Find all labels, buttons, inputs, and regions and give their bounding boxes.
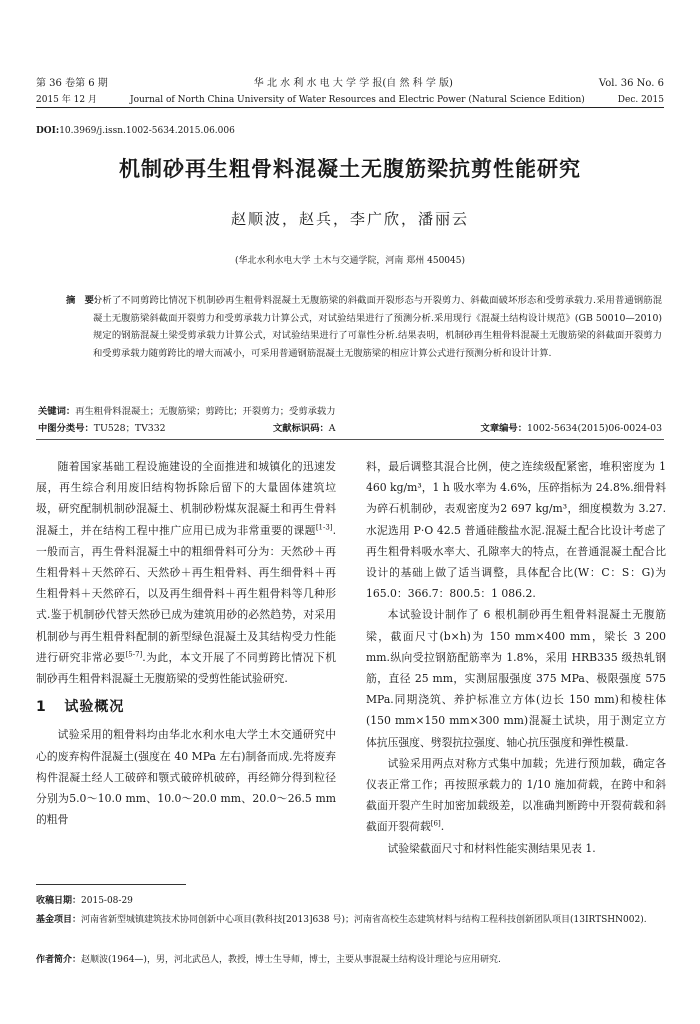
- received-value: 2015-08-29: [81, 896, 133, 906]
- loading-text-end: .: [440, 820, 445, 834]
- section-number: 1: [36, 699, 47, 716]
- doi-label: DOI:: [36, 126, 60, 136]
- intro-text-b: .一般而言，再生骨料混凝土中的粗细骨料可分为：天然砂＋再生粗骨料＋天然碎石、天然砂＋再生粗骨料、再生细骨料＋再生粗骨料＋天然碎石，以及再生细骨料＋再生粗骨料等几种形式.鉴于机制砂代替天然砂已成为建筑用砂的必然趋势，对采用机制砂与再生粗骨料配制的新型绿色混凝土及其结构受力性能进行研究非常必要: [36, 523, 336, 664]
- author-bio-value: 赵顺波(1964—)，男，河北武邑人，教授，博士生导师，博士，主要从事混凝土结构设计理论与应用研究.: [81, 955, 501, 965]
- journal-name-en: Journal of North China University of Water Resources and Electric Power (Natural Science Edition): [129, 95, 585, 105]
- table-ref-paragraph: 试验梁截面尺寸和材料性能实测结果见表 1.: [387, 841, 596, 855]
- footnote-rule: [36, 884, 186, 885]
- intro-text-c: .为此，本文开展了不同剪跨比情况下机制砂再生粗骨料混凝土无腹筋梁的受剪性能试验研究.: [36, 650, 336, 686]
- clc-value: TU528；TV332: [93, 423, 166, 434]
- authors: 赵顺波，赵兵，李广欣，潘丽云: [230, 210, 469, 228]
- author-bio-label: 作者简介：: [36, 955, 82, 965]
- classification-line: [38, 420, 662, 434]
- section-separator: [36, 439, 664, 440]
- abstract-label: 摘 要：: [66, 295, 104, 306]
- fund-info: [36, 912, 664, 929]
- section-heading: [36, 697, 336, 718]
- right-column: [366, 456, 666, 859]
- received-label: 收稿日期：: [36, 896, 82, 906]
- citation-1-3: [1-3]: [315, 523, 333, 532]
- journal-name-cn: 华 北 水 利 水 电 大 学 学 报(自 然 科 学 版): [253, 78, 453, 89]
- doi-value: 10.3969/j.issn.1002-5634.2015.06.006: [59, 126, 235, 136]
- paper-title: 机制砂再生粗骨料混凝土无腹筋梁抗剪性能研究: [119, 157, 581, 181]
- volume-en: Vol. 36 No. 6: [598, 78, 664, 89]
- intro-paragraph: [36, 456, 336, 689]
- left-column: [36, 456, 336, 830]
- loading-paragraph: [366, 753, 666, 838]
- affiliation: (华北水利水电大学 土木与交通学院，河南 郑州 450045): [235, 256, 465, 266]
- citation-6: [6]: [430, 819, 441, 828]
- fund-value: 河南省新型城镇建筑技术协同创新中心项目(教科技[2013]638 号)；河南省高校生态建筑材料与结构工程科技创新团队项目(13IRTSHN002).: [81, 915, 647, 925]
- abstract-text: 分析了不同剪跨比情况下机制砂再生粗骨料混凝土无腹筋梁的斜截面开裂形态与开裂剪力、斜截面破坏形态和受剪承载力.采用普通钢筋混凝土无腹筋梁斜截面开裂剪力和受剪承载力计算公式，对试验结果进行了预测分析.采用现行《混凝土结构设计规范》(GB 50010—2010)规定的钢筋混凝土梁受剪承载力计算公式，对试验结果进行了可靠性分析.结果表明，机制砂再生粗骨料混凝土无腹筋梁的斜截面开裂剪力和受剪承载力随剪跨比的增大而减小，可采用普通钢筋混凝土无腹筋梁的相应计算公式进行预测分析和设计计算.: [93, 295, 662, 359]
- section-title: 试验概况: [64, 699, 125, 716]
- materials-paragraph: 试验采用的粗骨料均由华北水利水电大学土木交通研究中心的废弃构件混凝土(强度在 40 MPa 左右)制备而成.先将废弃构件混凝土经人工破碎和颚式破碎机破碎，再经筛分得到粒径分别为5.0～10.0 mm、10.0～20.0 mm、20.0～26.5 mm 的粗骨: [36, 728, 336, 827]
- fund-label: 基金项目：: [36, 915, 82, 925]
- abstract: [66, 292, 662, 362]
- doc-code-label: 文献标识码：: [273, 423, 329, 434]
- keywords-text: 再生粗骨料混凝土；无腹筋梁；剪跨比；开裂剪力；受剪承载力: [75, 406, 336, 417]
- volume-cn: 第 36 卷第 6 期: [36, 78, 108, 89]
- specimen-paragraph: 本试验设计制作了 6 根机制砂再生粗骨料混凝土无腹筋梁，截面尺寸(b×h)为 150 mm×400 mm，梁长 3 200 mm.纵向受拉钢筋配筋率为 1.8%，采用 HRB335 级热轧钢筋，直径 25 mm，实测屈服强度 375 MPa、极限强度 575 MPa.同期浇筑、养护标准立方体(边长 150 mm)和棱柱体(150 mm×150 mm×300 mm)混凝土试块，用于测定立方体抗压强度、劈裂抗拉强度、轴心抗压强度和弹性模量.: [366, 608, 666, 749]
- article-number-label: 文章编号：: [480, 423, 528, 434]
- date-cn: 2015 年 12 月: [36, 95, 97, 105]
- running-header: [36, 74, 664, 108]
- keywords: [38, 403, 662, 417]
- author-bio: [36, 952, 664, 969]
- keywords-label: 关键词：: [38, 406, 76, 417]
- loading-text: 试验采用两点对称方式集中加载；先进行预加载，确定各仪表正常工作；再按照承载力的 1/10 施加荷载，在跨中和斜截面开裂产生时加密加载级差，以准确判断跨中开裂荷载和斜截面开裂荷载: [366, 756, 666, 834]
- materials-continued: 料，最后调整其混合比例，使之连续级配紧密，堆积密度为 1 460 kg/m³，1 h 吸水率为 4.6%，压碎指标为 24.8%.细骨料为碎石机制砂，表观密度为2 697 kg/m³，细度模数为 3.27.水泥选用 P·O 42.5 普通硅酸盐水泥.混凝土配合比设计考虑了再生粗骨料吸水率大、孔隙率大的特点，在普通混凝土配合比设计的基础上做了适当调整，具体配合比(W：C：S：G)为 165.0：366.7：800.5：1 086.2.: [366, 460, 666, 601]
- header-rule: [36, 107, 664, 108]
- intro-text-a: 随着国家基础工程设施建设的全面推进和城镇化的迅速发展，再生综合利用废旧结构物拆除后留下的大量固体建筑垃圾，研究配制机制砂混凝土、机制砂粉煤灰混凝土和再生骨料混凝土，并在结构工程中推广应用已成为非常重要的课题: [36, 460, 336, 537]
- citation-5-7: [5-7]: [125, 650, 143, 659]
- date-en: Dec. 2015: [617, 95, 664, 105]
- article-number-value: 1002-5634(2015)06-0024-03: [527, 423, 662, 434]
- doc-code-value: A: [328, 423, 336, 434]
- doi-line: [36, 126, 235, 136]
- received-date: [36, 893, 664, 910]
- clc-label: 中图分类号：: [38, 423, 94, 434]
